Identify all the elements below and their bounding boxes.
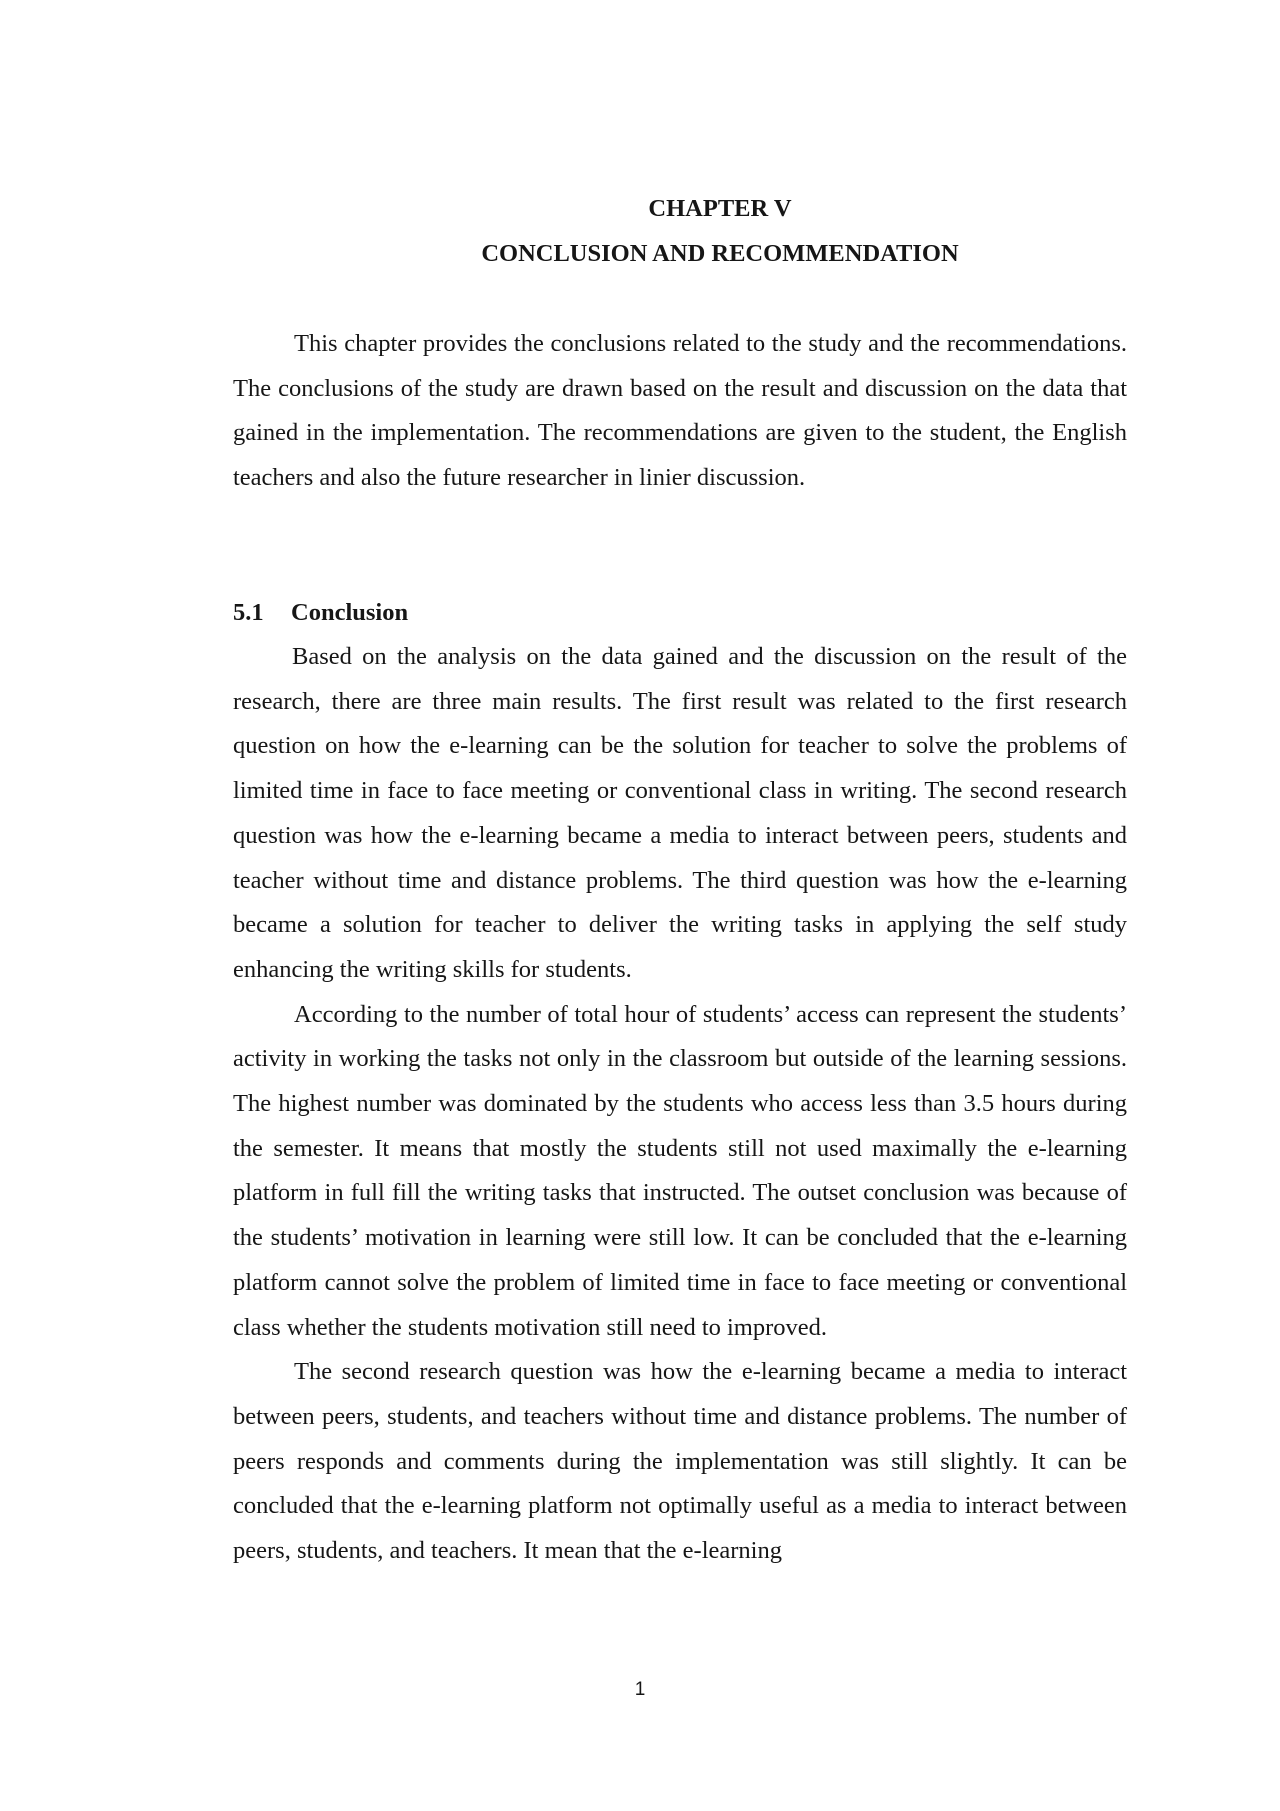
conclusion-paragraph-3: The second research question was how the e-learning became a media to interact between peers, students, and teachers without time and distance problems. The number of peers responds and comments during the implementation was still slightly. It can be concluded that the e-learning platform not optimally useful as a media to interact between peers, students, and teachers. It mean that the e-learning xyxy=(233,1358,1127,1565)
page-number: 1 xyxy=(634,1679,646,1700)
intro-paragraph: This chapter provides the conclusions related to the study and the recommendations. The conclusions of the study are drawn based on the result and discussion on the data that gained in the implementation. The recommendations are given to the student, the English teachers and also the future researcher in linier discussion. xyxy=(233,330,1127,492)
conclusion-body xyxy=(233,635,1127,1574)
chapter-number: CHAPTER V xyxy=(648,195,792,222)
section-title: Conclusion xyxy=(291,599,409,626)
conclusion-paragraph-2: According to the number of total hour of students’ access can represent the students’ activity in working the tasks not only in the classroom but outside of the learning sessions. The highest number was dominated by the students who access less than 3.5 hours during the semester. It means that mostly the students still not used maximally the e-learning platform in full fill the writing tasks that instructed. The outset conclusion was because of the students’ motivation in learning were still low. It can be concluded that the e-learning platform cannot solve the problem of limited time in face to face meeting or conventional class whether the students motivation still need to improved. xyxy=(233,1000,1127,1341)
section-number: 5.1 xyxy=(233,599,264,626)
chapter-title: CONCLUSION AND RECOMMENDATION xyxy=(481,240,959,267)
intro-section xyxy=(233,322,1127,501)
section-heading xyxy=(233,591,408,635)
conclusion-paragraph-1: Based on the analysis on the data gained and the discussion on the result of the research, there are three main results. The first result was related to the first research question on how the e-learning can be the solution for teacher to solve the problems of limited time in face to face meeting or conventional class in writing. The second research question was how the e-learning became a media to interact between peers, students and teacher without time and distance problems. The third question was how the e-learning became a solution for teacher to deliver the writing tasks in applying the self study enhancing the writing skills for students. xyxy=(233,643,1127,983)
